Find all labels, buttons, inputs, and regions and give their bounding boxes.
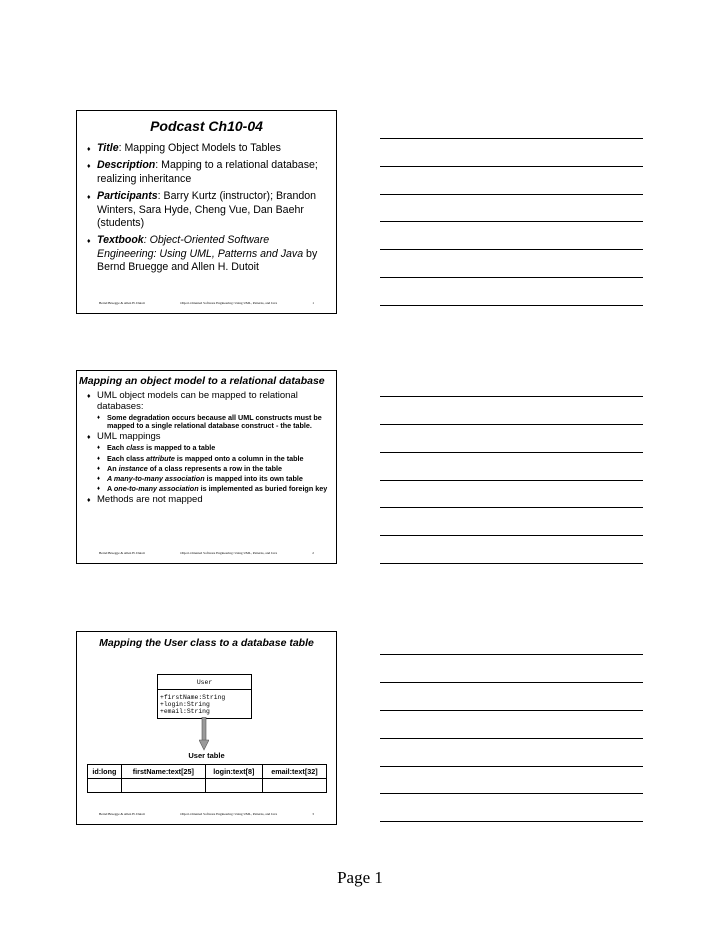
bullet-description <box>87 159 330 186</box>
footer-center: Object-Oriented Software Engineering: Using UML, Patterns, and Java <box>180 301 278 305</box>
diamond-bullet-icon: ♦ <box>87 434 91 442</box>
table-row <box>88 779 327 793</box>
sub-bullet-emphasis: A many-to-many association <box>107 474 205 484</box>
slide-body <box>87 142 330 279</box>
footer-page-number: 1 <box>312 301 314 305</box>
diamond-bullet-icon: ♦ <box>97 455 101 462</box>
sub-bullet-text: A <box>107 484 114 494</box>
table-cell <box>88 779 122 793</box>
sub-bullet-text: Each <box>107 443 127 453</box>
diamond-bullet-icon: ♦ <box>97 415 101 421</box>
note-line <box>380 305 643 306</box>
uml-attribute: +login:String <box>160 701 210 708</box>
sub-bullet-one-to-many <box>97 485 330 493</box>
diamond-bullet-icon: ♦ <box>97 486 101 493</box>
note-line <box>380 682 643 683</box>
bullet-label: Title <box>97 142 119 154</box>
user-table <box>87 764 327 793</box>
slide-title: Podcast Ch10-04 <box>150 118 263 134</box>
uml-class-box <box>157 674 252 719</box>
footer-left: Bernd Bruegge & Allen H. Dutoit <box>99 301 145 305</box>
note-line <box>380 563 643 564</box>
bullet-methods <box>87 494 330 505</box>
footer-center: Object-Oriented Software Engineering: Using UML, Patterns, and Java <box>180 551 278 555</box>
slide-footer <box>99 551 314 555</box>
note-line <box>380 138 643 139</box>
note-line <box>380 452 643 453</box>
bullet-label: Textbook <box>97 234 144 247</box>
bullet-text: : Mapping to a relational database; realizing inheritance <box>97 159 318 185</box>
uml-class-name: User <box>158 675 251 690</box>
note-line <box>380 221 643 222</box>
diamond-bullet-icon: ♦ <box>97 465 101 472</box>
note-line <box>380 480 643 481</box>
diamond-bullet-icon: ♦ <box>87 393 91 400</box>
table-cell <box>262 779 326 793</box>
footer-center: Object-Oriented Software Engineering: Using UML, Patterns, and Java <box>180 812 278 816</box>
note-line <box>380 166 643 167</box>
slide-footer <box>99 301 314 305</box>
sub-bullet-degradation <box>97 414 330 430</box>
page-label: Page 1 <box>337 868 383 887</box>
sub-bullet-text: is implemented as buried foreign key <box>198 484 328 494</box>
uml-attribute: +email:String <box>160 708 210 715</box>
sub-bullet-text: is mapped onto a column in the table <box>174 453 304 463</box>
note-line <box>380 249 643 250</box>
uml-attribute: +firstName:String <box>160 694 226 701</box>
diamond-bullet-icon: ♦ <box>97 476 101 483</box>
bullet-label: Description <box>97 159 156 172</box>
note-line <box>380 424 643 425</box>
footer-left: Bernd Bruegge & Allen H. Dutoit <box>99 551 145 555</box>
sub-bullet-text: Each class <box>107 453 147 463</box>
sub-bullet-emphasis: instance <box>118 463 148 473</box>
table-header-row <box>88 765 327 779</box>
column-header: id:long <box>88 765 122 779</box>
sub-bullet-emphasis: one-to-many association <box>113 484 199 494</box>
bullet-text: UML object models can be mapped to relational databases: <box>97 390 298 412</box>
footer-page-number: 2 <box>312 551 314 555</box>
slide-1 <box>76 110 337 314</box>
bullet-title <box>87 142 330 155</box>
sub-bullet-text: An <box>107 463 119 473</box>
table-cell <box>205 779 262 793</box>
column-header: email:text[32] <box>262 765 326 779</box>
slide-2 <box>76 370 337 564</box>
bullet-text: UML mappings <box>97 431 161 443</box>
diamond-bullet-icon: ♦ <box>87 146 91 153</box>
note-line <box>380 277 643 278</box>
sub-bullet-text: is mapped into its own table <box>204 474 303 484</box>
diamond-bullet-icon: ♦ <box>87 238 91 246</box>
sub-bullet-emphasis: class <box>126 443 145 453</box>
uml-attributes <box>158 690 251 718</box>
note-line <box>380 535 643 536</box>
slide-body <box>87 389 330 505</box>
slide-title: Mapping an object model to a relational database <box>79 375 325 387</box>
sub-bullet-class <box>97 444 330 452</box>
bullet-text: : Mapping Object Models to Tables <box>118 142 281 154</box>
note-line <box>380 654 643 655</box>
footer-page-number: 3 <box>312 812 314 816</box>
diamond-bullet-icon: ♦ <box>87 163 91 171</box>
column-header: login:text[8] <box>205 765 262 779</box>
table-caption: User table <box>188 751 225 760</box>
bullet-text: : Barry Kurtz (instructor); Brandon Winters, Sara Hyde, Cheng Vue, Dan Baehr (students) <box>97 190 317 230</box>
bullet-label: Participants <box>97 190 158 203</box>
sub-bullet-many-to-many <box>97 475 330 483</box>
note-line <box>380 766 643 767</box>
sub-bullet-text: of a class represents a row in the table <box>147 463 282 473</box>
note-line <box>380 396 643 397</box>
note-line <box>380 793 643 794</box>
diamond-bullet-icon: ♦ <box>87 497 91 505</box>
note-line <box>380 821 643 822</box>
footer-left: Bernd Bruegge & Allen H. Dutoit <box>99 812 145 816</box>
bullet-participants <box>87 190 330 230</box>
column-header: firstName:text[25] <box>121 765 205 779</box>
bullet-text: Methods are not mapped <box>97 494 203 506</box>
note-line <box>380 194 643 195</box>
note-line <box>380 710 643 711</box>
slide-3 <box>76 631 337 825</box>
diamond-bullet-icon: ♦ <box>97 445 101 452</box>
bullet-text-italic: : Object-Oriented Software Engineering: Using UML, Patterns and Java <box>97 234 304 260</box>
bullet-text: by Bernd Bruegge and Allen H. Dutoit <box>97 247 318 274</box>
bullet-uml-mappings <box>87 431 330 442</box>
slide-footer <box>99 812 314 816</box>
sub-bullet-emphasis: attribute <box>146 453 175 463</box>
down-arrow-icon <box>199 717 209 751</box>
bullet-textbook <box>87 234 330 274</box>
bullet-uml-object-models <box>87 390 330 412</box>
note-line <box>380 507 643 508</box>
sub-bullet-text: Some degradation occurs because all UML constructs must be mapped to a single relational database construct - the table. <box>107 413 322 431</box>
diamond-bullet-icon: ♦ <box>87 194 91 202</box>
slide-title: Mapping the User class to a database table <box>99 637 314 649</box>
sub-bullet-attribute <box>97 455 330 463</box>
sub-bullet-text: is mapped to a table <box>144 443 216 453</box>
table-cell <box>121 779 205 793</box>
sub-bullet-instance <box>97 465 330 473</box>
note-line <box>380 738 643 739</box>
